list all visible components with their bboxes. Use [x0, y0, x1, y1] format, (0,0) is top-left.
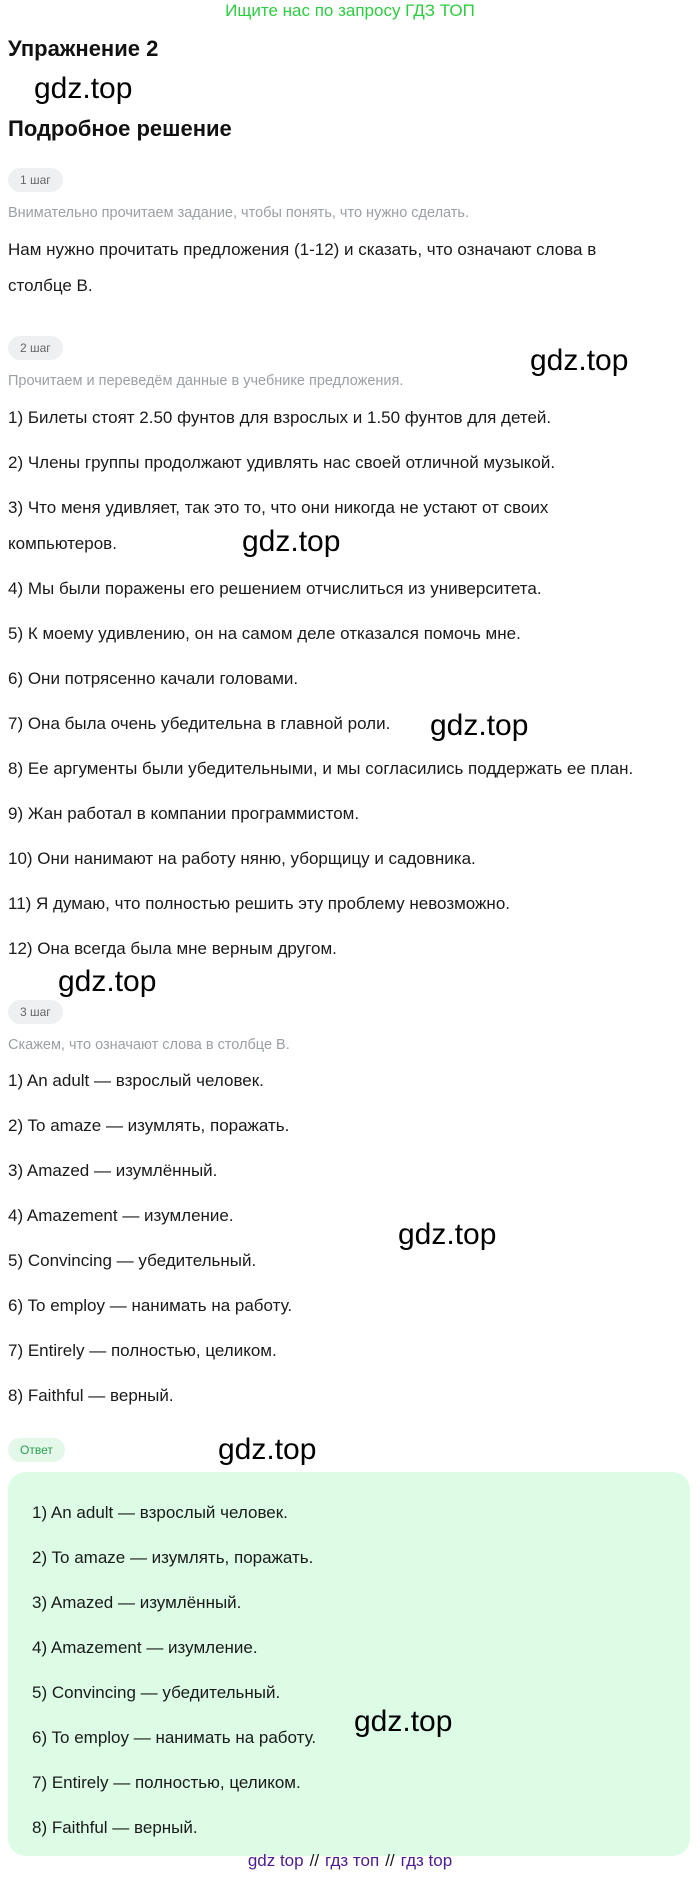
footer-link-gdz-top[interactable]: gdz top [247, 1851, 304, 1870]
sentence: 12) Она всегда была мне верным другом. [8, 939, 337, 958]
sentence: 9) Жан работал в компании программистом. [8, 804, 360, 823]
sentence: 1) Билеты стоят 2.50 фунтов для взрослых и 1.50 фунтов для детей. [8, 408, 552, 427]
step-1-text: столбце B. [8, 276, 93, 295]
sentence: 3) Что меня удивляет, так это то, что они никогда не устают от своих [8, 498, 549, 517]
answer-item: 1) An adult — взрослый человек. [32, 1503, 288, 1522]
footer-separator: // [385, 1851, 395, 1870]
sentence: 5) К моему удивлению, он на самом деле отказался помочь мне. [8, 624, 521, 643]
watermark: gdz.top [242, 525, 341, 558]
definition: 5) Convincing — убедительный. [8, 1251, 257, 1270]
definition: 7) Entirely — полностью, целиком. [8, 1341, 277, 1360]
answer-item: 7) Entirely — полностью, целиком. [32, 1773, 301, 1792]
step-1-hint: Внимательно прочитаем задание, чтобы понять, что нужно сделать. [8, 205, 470, 221]
watermark: gdz.top [398, 1218, 497, 1251]
answer-box [8, 1472, 690, 1856]
answer-item: 5) Convincing — убедительный. [32, 1683, 281, 1702]
sentence: 4) Мы были поражены его решением отчислиться из университета. [8, 579, 542, 598]
footer-separator: // [309, 1851, 320, 1870]
step-1-text: Нам нужно прочитать предложения (1-12) и сказать, что означают слова в [8, 240, 597, 259]
answer-item: 2) To amaze — изумлять, поражать. [32, 1548, 314, 1567]
answer-badge: Ответ [8, 1438, 65, 1462]
sentence: 2) Члены группы продолжают удивлять нас своей отличной музыкой. [8, 453, 556, 472]
step-2-hint: Прочитаем и переведём данные в учебнике предложения. [8, 373, 404, 389]
sentence: 11) Я думаю, что полностью решить эту проблему невозможно. [8, 894, 510, 913]
footer-link-gdz-top-ru[interactable]: гдз топ [325, 1851, 380, 1870]
watermark: gdz.top [218, 1433, 317, 1466]
sentence: компьютеров. [8, 534, 117, 553]
definition: 8) Faithful — верный. [8, 1386, 174, 1405]
answer-item: 3) Amazed — изумлённый. [32, 1593, 242, 1612]
definition: 2) To amaze — изумлять, поражать. [8, 1116, 290, 1135]
watermark: gdz.top [354, 1705, 453, 1738]
sentence: 7) Она была очень убедительна в главной роли. [8, 714, 391, 733]
step-3-hint: Скажем, что означают слова в столбце B. [8, 1037, 290, 1053]
page-title: Упражнение 2 [8, 36, 159, 61]
watermark: gdz.top [58, 965, 157, 998]
search-banner: Ищите нас по запросу ГДЗ ТОП [225, 1, 475, 20]
answer-item: 6) To employ — нанимать на работу. [32, 1728, 317, 1747]
answer-item: 4) Amazement — изумление. [32, 1638, 258, 1657]
section-title: Подробное решение [8, 116, 232, 141]
step-1-badge: 1 шаг [8, 168, 63, 192]
footer-links [0, 1850, 700, 1872]
definition: 1) An adult — взрослый человек. [8, 1071, 264, 1090]
definition: 4) Amazement — изумление. [8, 1206, 234, 1225]
watermark: gdz.top [430, 709, 529, 742]
definition: 6) To employ — нанимать на работу. [8, 1296, 293, 1315]
watermark: gdz.top [34, 72, 133, 105]
step-2-badge: 2 шаг [8, 336, 63, 360]
step-3-badge: 3 шаг [8, 1000, 63, 1024]
footer-link-gdz-top-mixed[interactable]: гдз top [400, 1851, 453, 1870]
answer-item: 8) Faithful — верный. [32, 1818, 198, 1837]
sentence: 8) Ее аргументы были убедительными, и мы согласились поддержать ее план. [8, 759, 634, 778]
definition: 3) Amazed — изумлённый. [8, 1161, 218, 1180]
sentence: 6) Они потрясенно качали головами. [8, 669, 299, 688]
sentence: 10) Они нанимают на работу няню, уборщицу и садовника. [8, 849, 476, 868]
watermark: gdz.top [530, 344, 629, 377]
